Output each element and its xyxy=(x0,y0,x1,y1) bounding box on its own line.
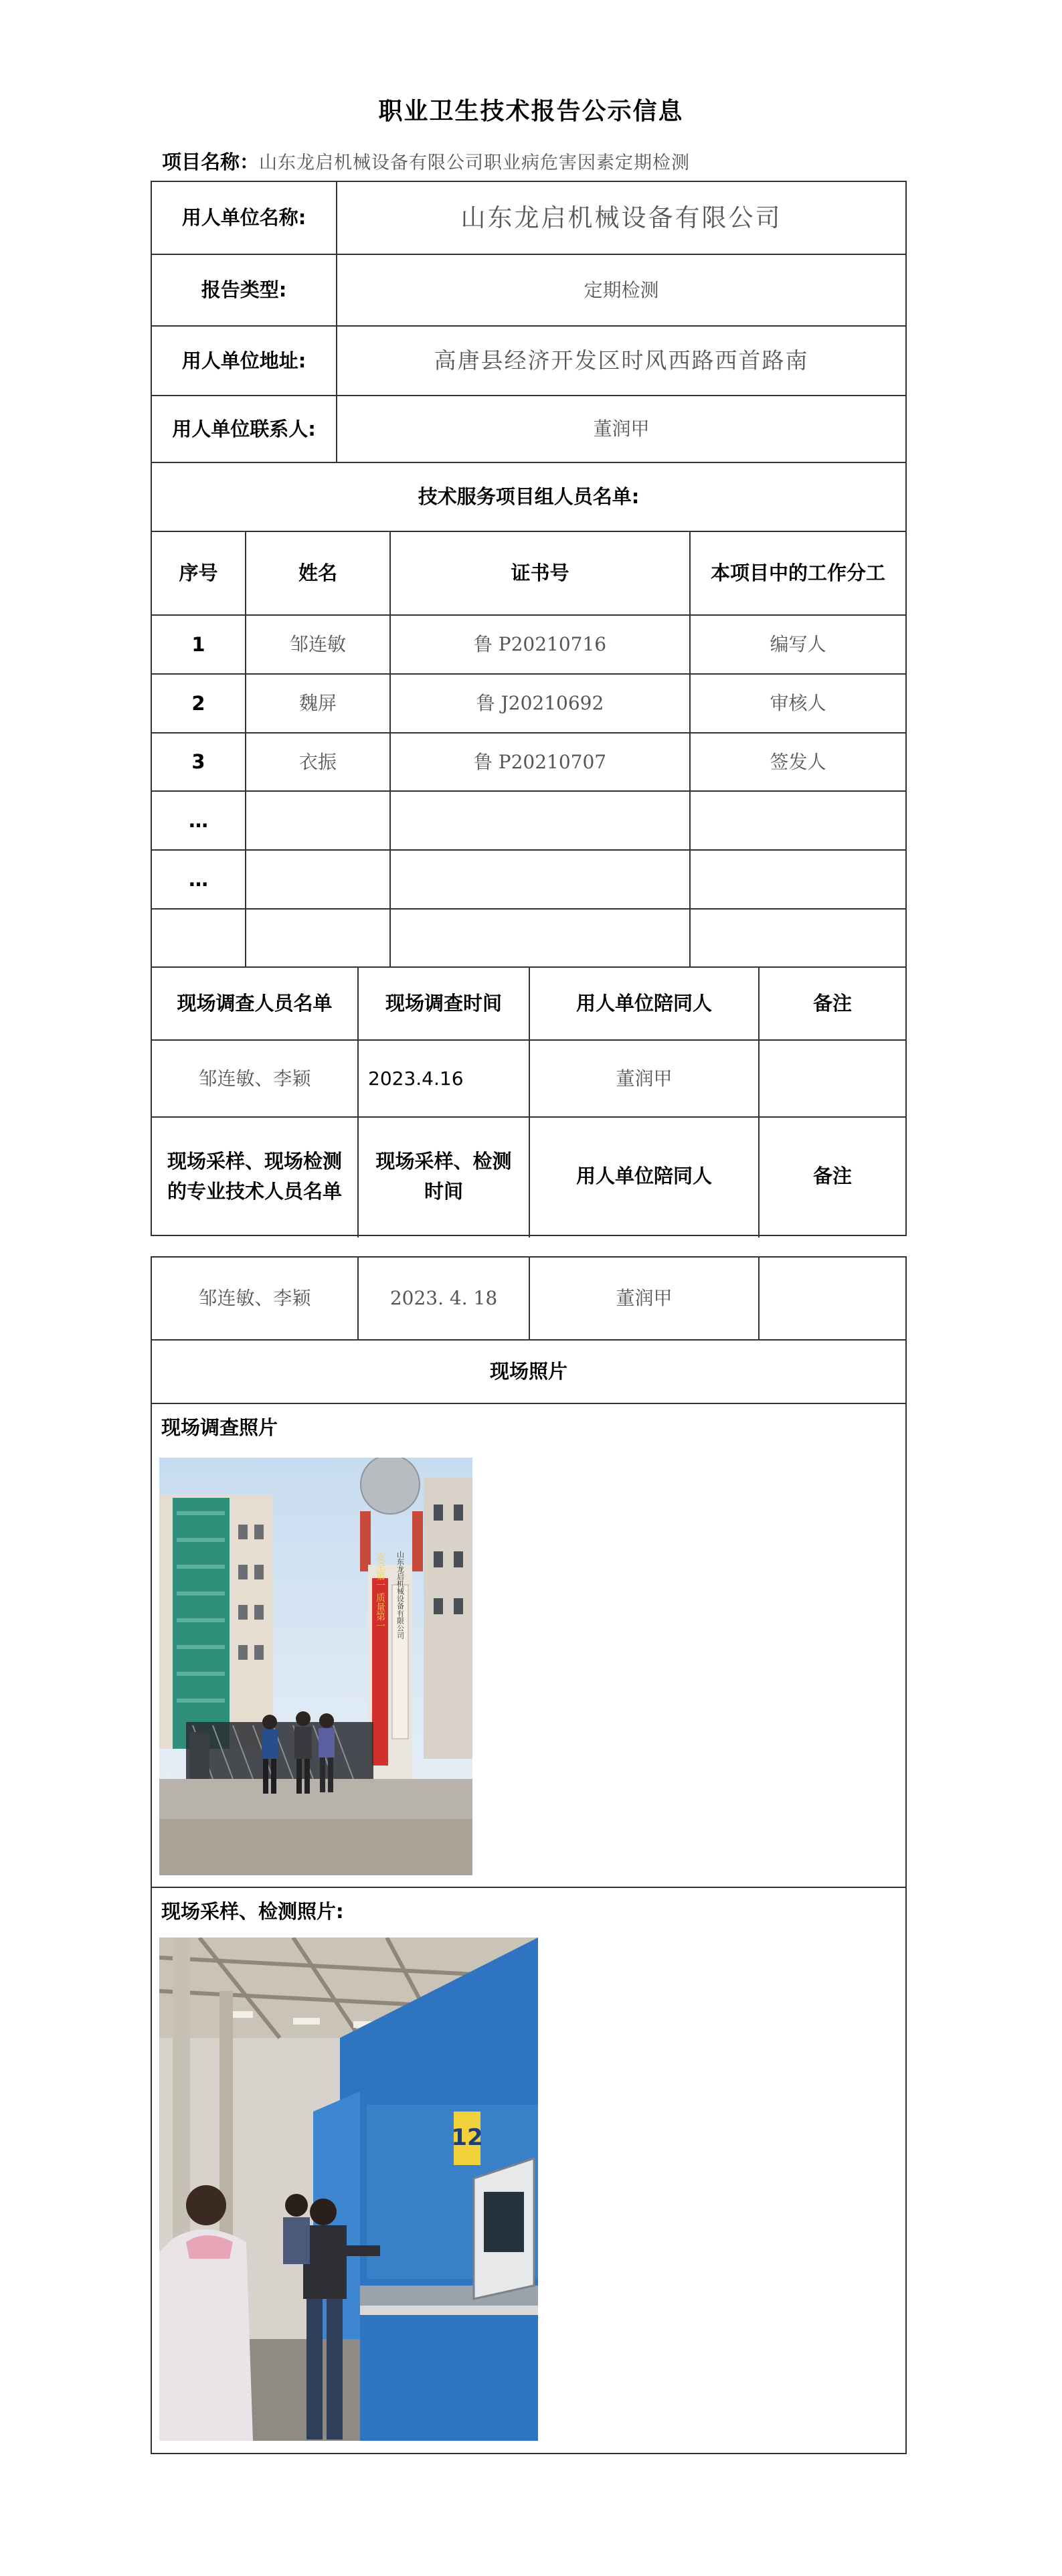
project-name-value: 山东龙启机械设备有限公司职业病危害因素定期检测 xyxy=(259,153,691,173)
sampling-header-note: 备注 xyxy=(812,1165,852,1188)
team-row-no: … xyxy=(189,808,208,832)
sampling-people: 邹连敏、李颖 xyxy=(198,1287,311,1310)
team-row-name: 衣振 xyxy=(298,750,337,773)
report-type-value: 定期检测 xyxy=(584,278,659,301)
team-header-no: 序号 xyxy=(179,562,218,585)
team-row-no: 1 xyxy=(191,632,205,656)
employer-address-label: 用人单位地址: xyxy=(181,349,306,372)
survey-note xyxy=(760,1041,905,1116)
gate-banner: 安全第一 质量第一 xyxy=(375,1552,385,1631)
gate-scene-image xyxy=(159,1458,472,1875)
survey-photo xyxy=(159,1458,472,1875)
survey-photo-label: 现场调查照片 xyxy=(161,1415,278,1439)
survey-header-people: 现场调查人员名单 xyxy=(177,992,333,1015)
sampling-header-escort: 用人单位陪同人 xyxy=(576,1165,712,1188)
info-table xyxy=(151,181,907,1236)
team-row-name: 邹连敏 xyxy=(289,633,346,656)
project-name-label: 项目名称： xyxy=(162,151,260,173)
team-row-cert: 鲁 P20210716 xyxy=(473,633,607,656)
employer-name-value: 山东龙启机械设备有限公司 xyxy=(460,203,782,232)
sampling-header-people: 现场采样、现场检测的专业技术人员名单 xyxy=(167,1149,342,1203)
team-row-cert: 鲁 J20210692 xyxy=(476,692,604,715)
report-type-label: 报告类型: xyxy=(201,278,287,302)
team-row-no: … xyxy=(189,867,208,891)
employer-contact-label: 用人单位联系人: xyxy=(172,417,316,440)
team-row-role: 编写人 xyxy=(770,633,826,656)
gate-sign: 山东龙启机械设备有限公司 xyxy=(395,1551,405,1639)
workshop-scene-image xyxy=(159,1938,538,2441)
employer-address-value: 高唐县经济开发区时风西路西首路南 xyxy=(434,347,809,374)
team-header-cert: 证书号 xyxy=(511,562,569,585)
machine-badge: 12 xyxy=(451,2124,483,2151)
employer-name-label: 用人单位名称: xyxy=(181,206,306,230)
team-row-role: 审核人 xyxy=(770,692,826,715)
sampling-photo xyxy=(159,1938,538,2441)
team-row-cert: 鲁 P20210707 xyxy=(473,750,607,773)
sampling-photo-label: 现场采样、检测照片: xyxy=(161,1899,344,1923)
team-row-no: 2 xyxy=(191,691,205,715)
survey-header-escort: 用人单位陪同人 xyxy=(576,992,712,1015)
photos-heading: 现场照片 xyxy=(489,1360,567,1383)
team-row-no: 3 xyxy=(191,750,205,774)
sampling-header-time: 现场采样、检测时间 xyxy=(375,1149,512,1203)
page-title: 职业卫生技术报告公示信息 xyxy=(378,98,684,125)
sampling-time: 2023. 4. 18 xyxy=(389,1287,498,1310)
sampling-escort: 董润甲 xyxy=(616,1287,673,1310)
survey-header-note: 备注 xyxy=(812,992,852,1015)
employer-contact-value: 董润甲 xyxy=(593,418,650,440)
team-row-role: 签发人 xyxy=(770,750,826,773)
survey-time: 2023.4.16 xyxy=(368,1067,464,1090)
survey-header-time: 现场调查时间 xyxy=(385,992,502,1015)
project-name xyxy=(162,147,690,175)
team-header-name: 姓名 xyxy=(298,562,337,585)
survey-people: 邹连敏、李颖 xyxy=(198,1067,311,1090)
team-row-no xyxy=(152,910,245,966)
team-header-role: 本项目中的工作分工 xyxy=(710,562,885,585)
team-heading: 技术服务项目组人员名单: xyxy=(418,485,640,509)
sampling-note xyxy=(760,1258,905,1339)
survey-escort: 董润甲 xyxy=(616,1067,673,1090)
team-row-name: 魏屏 xyxy=(298,692,337,715)
